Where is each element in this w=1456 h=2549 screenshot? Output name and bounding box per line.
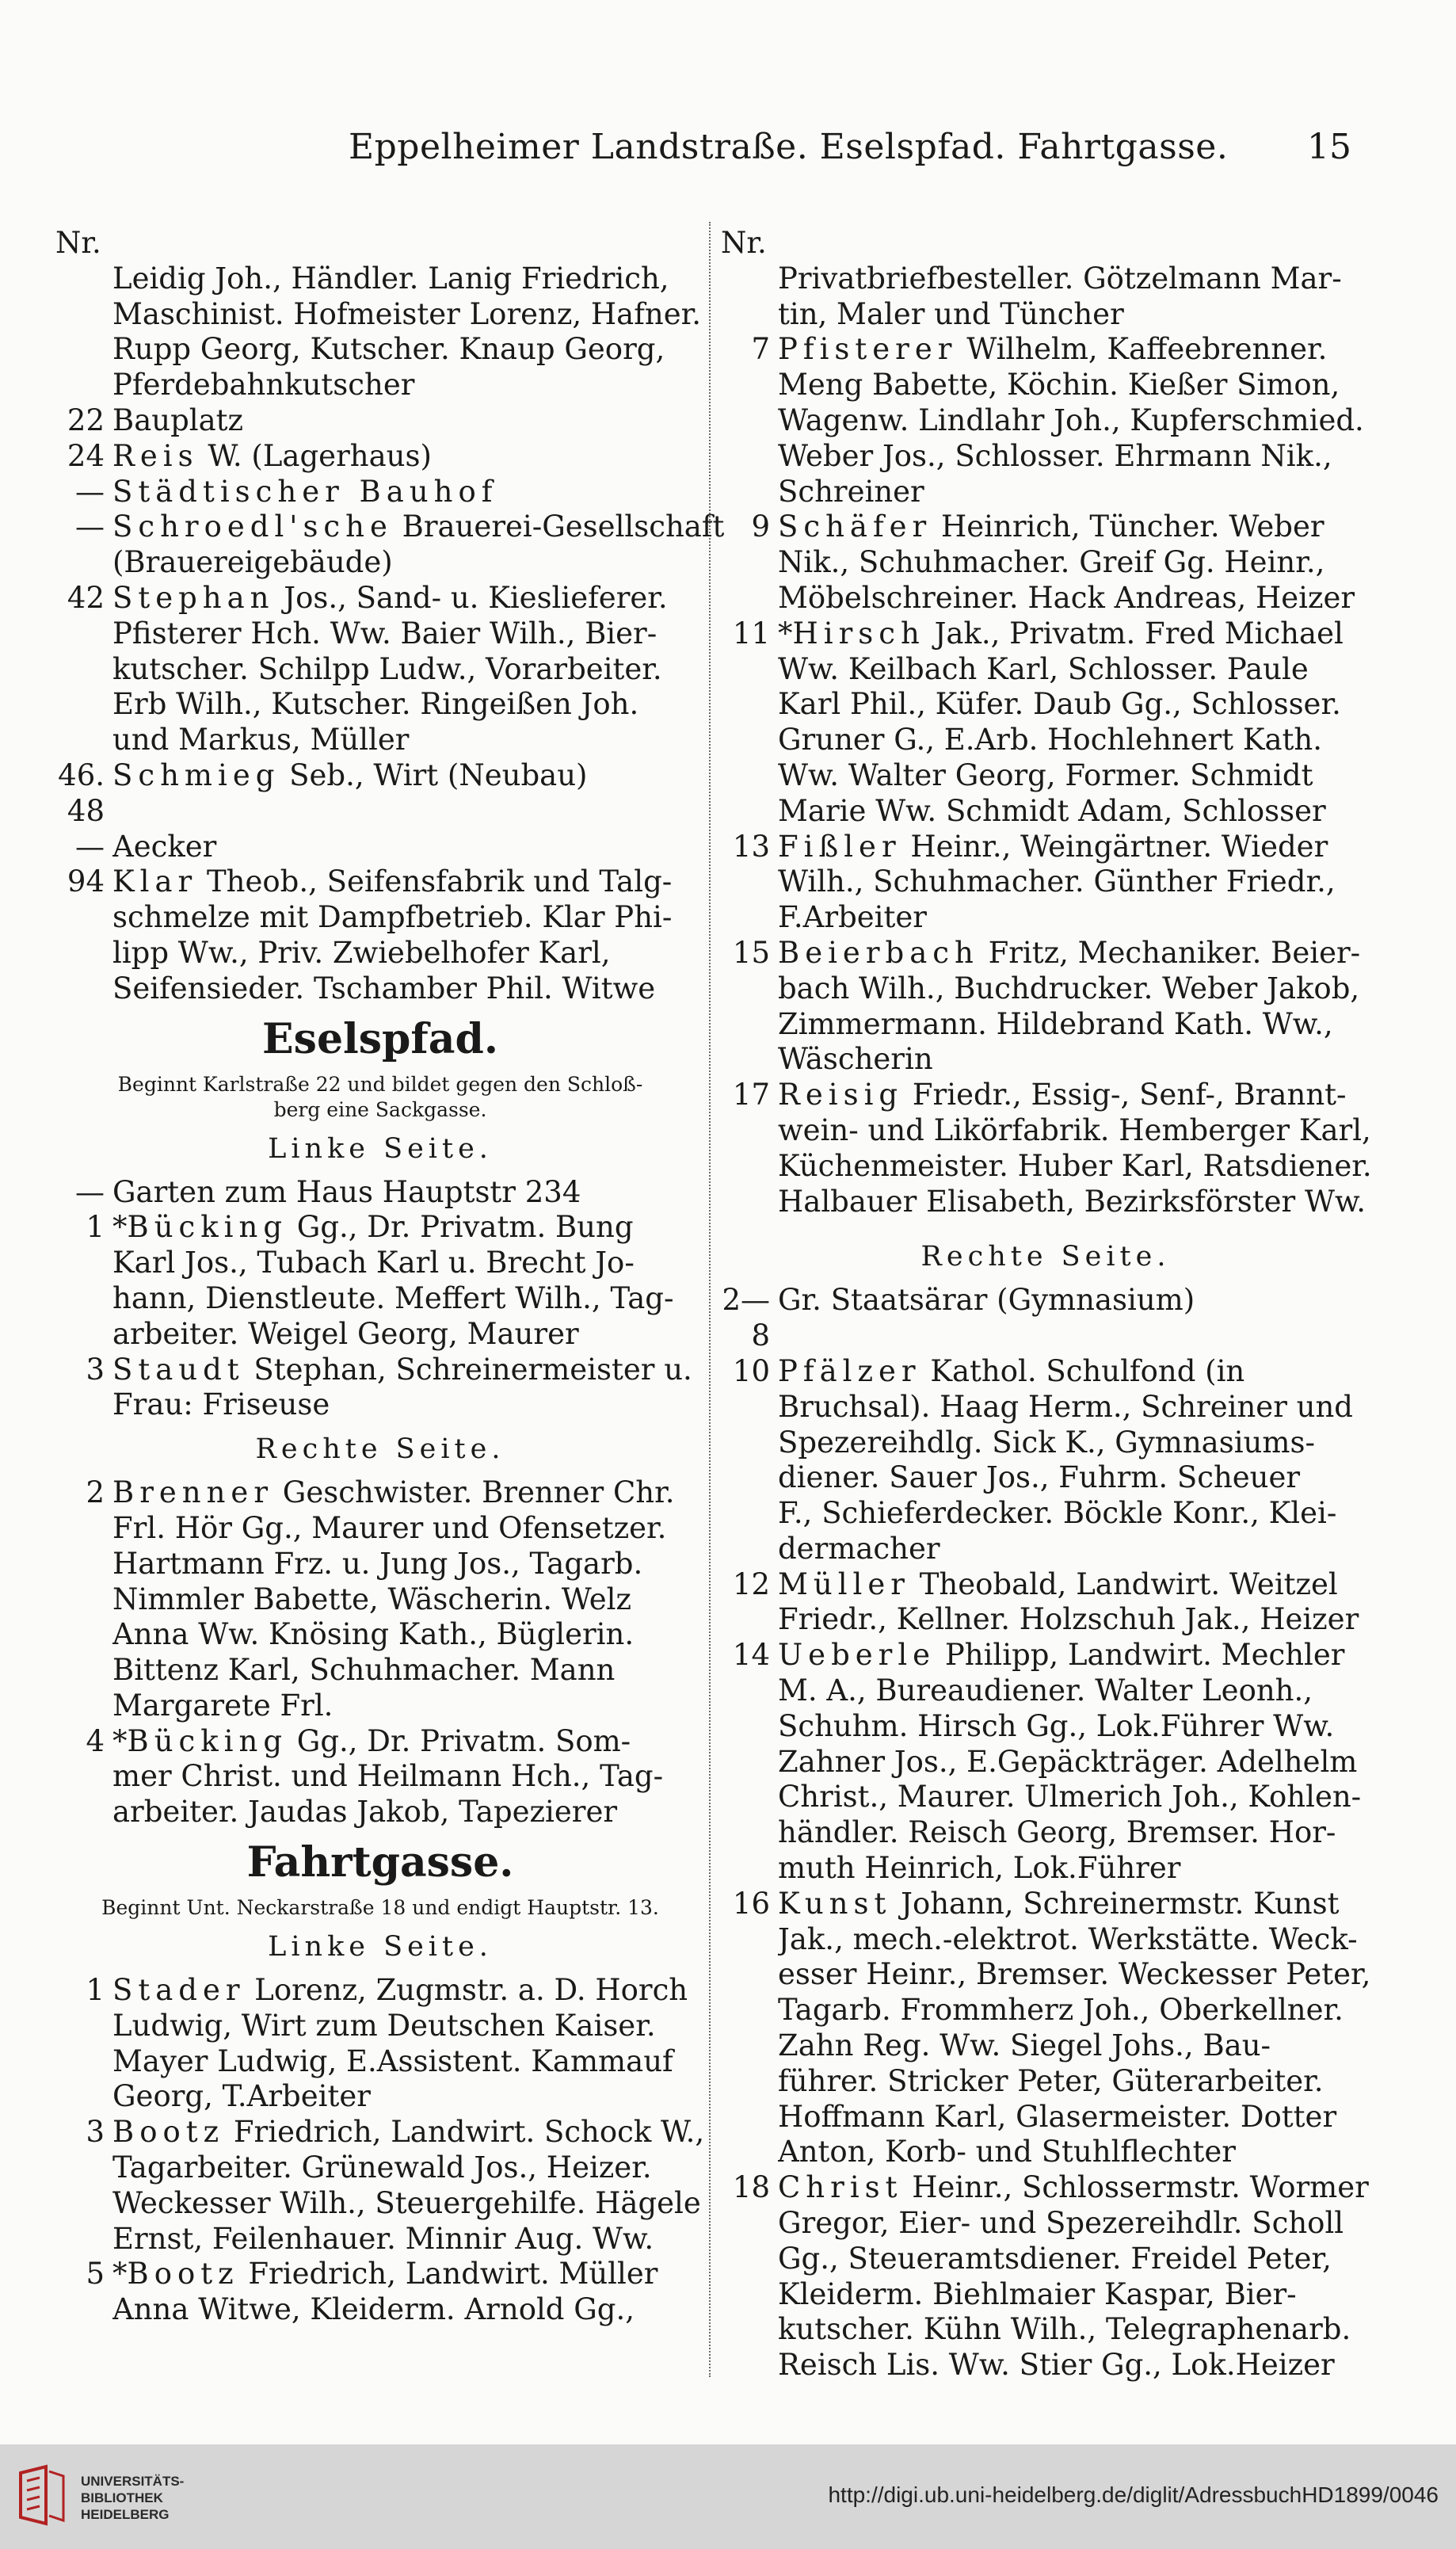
entry-text: Heinrich, Tüncher. Weber bbox=[932, 509, 1325, 544]
entry-line: Wagenw. Lindlahr Joh., Kupferschmied. bbox=[778, 403, 1364, 437]
entry-line: Erb Wilh., Kutscher. Ringeißen Joh. bbox=[112, 687, 639, 722]
house-number: 1 bbox=[86, 1973, 105, 2008]
entry-line: Gregor, Eier- und Spezereihdlr. Scholl bbox=[778, 2206, 1344, 2241]
entry-line: bach Wilh., Buchdrucker. Weber Jakob, bbox=[778, 971, 1360, 1005]
owner-name: Reisig bbox=[778, 1078, 904, 1112]
entry-aecker bbox=[55, 830, 705, 865]
house-number: 94 bbox=[67, 864, 105, 899]
entry-text: Seb., Wirt (Neubau) bbox=[280, 757, 588, 792]
entry-line: Frau: Friseuse bbox=[112, 1387, 330, 1422]
entry-r-13 bbox=[721, 830, 1370, 936]
owner-name: Bücking bbox=[127, 1723, 288, 1758]
entry-text: Fritz, Mechaniker. Beier- bbox=[978, 935, 1361, 970]
entry-text: Jos., Sand- u. Kieslieferer. bbox=[274, 580, 668, 615]
entry-line: Ernst, Feilenhauer. Minnir Aug. Ww. bbox=[112, 2221, 654, 2256]
entry-r-2-8 bbox=[721, 1283, 1370, 1354]
side-heading-left: Linke Seite. bbox=[268, 1931, 493, 1963]
entry-line: Ludwig, Wirt zum Deutschen Kaiser. bbox=[112, 2008, 656, 2043]
right-column bbox=[721, 226, 1370, 2383]
entry-fg-1 bbox=[55, 1973, 705, 2115]
library-name bbox=[81, 2473, 184, 2523]
entry-line: Mayer Ludwig, E.Assistent. Kammauf bbox=[112, 2043, 673, 2078]
entry-r-11 bbox=[721, 616, 1370, 830]
entry-line: kutscher. Schilpp Ludw., Vorarbeiter. bbox=[112, 651, 662, 686]
entry-line: Wäscherin bbox=[778, 1042, 933, 1077]
entry-text: Philipp, Landwirt. Mechler bbox=[936, 1638, 1345, 1673]
house-number: — bbox=[75, 474, 105, 509]
entry-42 bbox=[55, 581, 705, 758]
entry-line: Kleiderm. Biehlmaier Kaspar, Bier- bbox=[778, 2276, 1297, 2311]
street-description: Beginnt Karlstraße 22 und bildet gegen den Schloß- bbox=[117, 1072, 643, 1096]
house-number: 4 bbox=[86, 1723, 105, 1758]
entry-line: kutscher. Kühn Wilh., Telegraphenarb. bbox=[778, 2312, 1351, 2347]
entry-line: Nimmler Babette, Wäscherin. Welz bbox=[112, 1582, 631, 1616]
owner-name: Ueberle bbox=[778, 1638, 936, 1673]
entry-line: und Markus, Müller bbox=[112, 723, 410, 757]
entry-line: arbeiter. Weigel Georg, Maurer bbox=[112, 1316, 579, 1351]
owner-name: Klar bbox=[112, 864, 198, 899]
house-number: 15 bbox=[732, 935, 770, 970]
entry-line: Bauplatz bbox=[112, 403, 244, 437]
entry-es-1 bbox=[55, 1210, 705, 1352]
entry-line: hann, Dienstleute. Meffert Wilh., Tag- bbox=[112, 1280, 674, 1315]
entry-line: Bruchsal). Haag Herm., Schreiner und bbox=[778, 1389, 1353, 1424]
entry-line: Gr. Staatsärar (Gymnasium) bbox=[778, 1283, 1195, 1318]
owner-mark: * bbox=[112, 1210, 128, 1245]
house-number: — bbox=[75, 829, 105, 864]
entry-r-7 bbox=[721, 332, 1370, 509]
house-number: 16 bbox=[732, 1886, 770, 1921]
entry-line: Nik., Schuhmacher. Greif Gg. Heinr., bbox=[778, 545, 1325, 580]
entry-22 bbox=[55, 403, 705, 439]
entry-line: Meng Babette, Köchin. Kießer Simon, bbox=[778, 368, 1340, 403]
entry-94 bbox=[55, 864, 705, 1006]
house-number: 14 bbox=[732, 1638, 770, 1673]
entry-line: diener. Sauer Jos., Fuhrm. Scheuer bbox=[778, 1460, 1301, 1495]
entry-r-16 bbox=[721, 1887, 1370, 2170]
owner-name: Hirsch bbox=[792, 616, 925, 651]
entry-line: tin, Maler und Tüncher bbox=[778, 296, 1124, 331]
entry-line: lipp Ww., Priv. Zwiebelhofer Karl, bbox=[112, 935, 611, 970]
owner-name: Pfälzer bbox=[778, 1353, 921, 1388]
entry-line: Gruner G., E.Arb. Hochlehnert Kath. bbox=[778, 723, 1323, 757]
street-heading-eselspfad: Eselspfad. bbox=[262, 1014, 498, 1063]
house-number: 24 bbox=[67, 438, 105, 473]
entry-es-2 bbox=[55, 1475, 705, 1724]
entry-text: Theob., Seifensfabrik und Talg- bbox=[197, 864, 673, 899]
entry-text: Gg., Dr. Privatm. Som- bbox=[288, 1723, 631, 1758]
house-number: 10 bbox=[732, 1353, 770, 1388]
owner-name: Müller bbox=[778, 1566, 910, 1601]
entry-text: Stephan, Schreinermeister u. bbox=[244, 1352, 692, 1387]
house-number: 22 bbox=[67, 403, 105, 437]
entry-line: Maschinist. Hofmeister Lorenz, Hafner. bbox=[112, 296, 702, 331]
entry-line: Friedr., Kellner. Holzschuh Jak., Heizer bbox=[778, 1602, 1359, 1637]
house-number: 2—8 bbox=[722, 1283, 770, 1353]
owner-name: Fißler bbox=[778, 829, 901, 864]
entry-text: Friedrich, Landwirt. Schock W., bbox=[224, 2115, 705, 2150]
nr-heading: Nr. bbox=[721, 226, 767, 260]
entry-line: Karl Phil., Küfer. Daub Gg., Schlosser. bbox=[778, 687, 1341, 722]
house-number: — bbox=[75, 509, 105, 544]
entry-line: arbeiter. Jaudas Jakob, Tapezierer bbox=[112, 1795, 618, 1830]
house-number: 9 bbox=[751, 509, 770, 544]
entry-text: Kathol. Schulfond (in bbox=[920, 1353, 1245, 1388]
entry-line: Möbelschreiner. Hack Andreas, Heizer bbox=[778, 580, 1355, 615]
owner-name: Brenner bbox=[112, 1475, 274, 1510]
owner-name: Christ bbox=[778, 2170, 903, 2205]
entry-line: Frl. Hör Gg., Maurer und Ofensetzer. bbox=[112, 1510, 667, 1545]
library-name-line: HEIDELBERG bbox=[81, 2507, 170, 2522]
nr-heading: Nr. bbox=[55, 226, 101, 260]
entry-line: Pferdebahnkutscher bbox=[112, 368, 415, 403]
entry-line: Hoffmann Karl, Glasermeister. Dotter bbox=[778, 2099, 1337, 2134]
owner-name: Städtischer Bauhof bbox=[112, 474, 498, 509]
entry-es-3 bbox=[55, 1353, 705, 1424]
entry-fg-3 bbox=[55, 2115, 705, 2257]
entry-line: Reisch Lis. Ww. Stier Gg., Lok.Heizer bbox=[778, 2348, 1335, 2383]
entry-line: Seifensieder. Tschamber Phil. Witwe bbox=[112, 971, 656, 1005]
university-library-logo bbox=[14, 2463, 70, 2527]
entry-line: Leidig Joh., Händler. Lanig Friedrich, bbox=[112, 261, 669, 296]
entry-line: Wilh., Schuhmacher. Günther Friedr., bbox=[778, 864, 1336, 899]
entry-text: Johann, Schreinermstr. Kunst bbox=[891, 1886, 1340, 1921]
entry-line: Tagarbeiter. Grünewald Jos., Heizer. bbox=[112, 2150, 652, 2185]
entry-continued bbox=[721, 261, 1370, 333]
owner-name: Bootz bbox=[112, 2115, 225, 2150]
entry-line: Georg, T.Arbeiter bbox=[112, 2079, 371, 2114]
entry-line: Küchenmeister. Huber Karl, Ratsdiener. bbox=[778, 1148, 1372, 1183]
house-number: 1 bbox=[86, 1210, 105, 1245]
house-number: 46. 48 bbox=[58, 757, 105, 828]
entry-text: Heinr., Weingärtner. Wieder bbox=[901, 829, 1328, 864]
entry-line: führer. Stricker Peter, Güterarbeiter. bbox=[778, 2063, 1324, 2098]
entry-line: Tagarb. Frommherz Joh., Oberkellner. bbox=[778, 1993, 1344, 2028]
entry-line: schmelze mit Dampfbetrieb. Klar Phi- bbox=[112, 900, 673, 935]
house-number: 3 bbox=[86, 2115, 105, 2150]
owner-mark: * bbox=[112, 1723, 128, 1758]
owner-name: Schäfer bbox=[778, 509, 932, 544]
entry-es-4 bbox=[55, 1724, 705, 1830]
entry-line: (Brauereigebäude) bbox=[112, 545, 393, 580]
house-number: 11 bbox=[732, 616, 770, 651]
house-number: 17 bbox=[732, 1078, 770, 1112]
entry-line: Aecker bbox=[112, 829, 217, 864]
entry-line: Jak., mech.-elektrot. Werkstätte. Weck- bbox=[778, 1921, 1358, 1956]
side-heading-right: Rechte Seite. bbox=[255, 1433, 505, 1466]
entry-garten bbox=[55, 1175, 705, 1211]
entry-line: Ww. Keilbach Karl, Schlosser. Paule bbox=[778, 651, 1309, 686]
owner-name: Schroedl'sche bbox=[112, 509, 393, 544]
owner-name: Staudt bbox=[112, 1352, 245, 1387]
entry-text: W. (Lagerhaus) bbox=[198, 438, 432, 473]
footer-bar bbox=[0, 2444, 1456, 2549]
side-heading-left: Linke Seite. bbox=[268, 1132, 493, 1165]
entry-line: Weber Jos., Schlosser. Ehrmann Nik., bbox=[778, 438, 1332, 473]
owner-name: Reis bbox=[112, 438, 199, 473]
entry-line: Hartmann Frz. u. Jung Jos., Tagarb. bbox=[112, 1546, 643, 1581]
entry-text: Geschwister. Brenner Chr. bbox=[273, 1475, 675, 1510]
entry-text: Heinr., Schlossermstr. Wormer bbox=[902, 2170, 1369, 2205]
entry-line: Zahn Reg. Ww. Siegel Johs., Bau- bbox=[778, 2028, 1271, 2063]
house-number: — bbox=[75, 1174, 105, 1209]
entry-24 bbox=[55, 439, 705, 475]
left-column bbox=[55, 226, 725, 2328]
page-header bbox=[48, 127, 1351, 182]
entry-line: Anna Witwe, Kleiderm. Arnold Gg., bbox=[112, 2292, 635, 2327]
entry-text: Theobald, Landwirt. Weitzel bbox=[909, 1566, 1338, 1601]
source-url-link[interactable]: http://digi.ub.uni-heidelberg.de/diglit/AdressbuchHD1899/0046 bbox=[828, 2482, 1439, 2507]
entry-line: Spezereihdlg. Sick K., Gymnasiums- bbox=[778, 1425, 1315, 1460]
entry-line: wein- und Likörfabrik. Hemberger Karl, bbox=[778, 1112, 1371, 1147]
entry-line: Karl Jos., Tubach Karl u. Brecht Jo- bbox=[112, 1246, 635, 1280]
entry-brauerei bbox=[55, 509, 725, 581]
entry-line: Anna Ww. Knösing Kath., Büglerin. bbox=[112, 1617, 635, 1652]
entry-line: Privatbriefbesteller. Götzelmann Mar- bbox=[778, 261, 1342, 296]
entry-line: Gg., Steueramtsdiener. Freidel Peter, bbox=[778, 2241, 1332, 2276]
owner-name: Schmieg bbox=[112, 757, 280, 792]
entry-line: Pfisterer Hch. Ww. Baier Wilh., Bier- bbox=[112, 616, 657, 651]
entry-line: Rupp Georg, Kutscher. Knaup Georg, bbox=[112, 332, 665, 367]
house-number: 13 bbox=[732, 829, 770, 864]
owner-name: Bootz bbox=[127, 2257, 239, 2291]
entry-line: Garten zum Haus Hauptstr 234 bbox=[112, 1174, 581, 1209]
entry-text: Friedrich, Landwirt. Müller bbox=[238, 2257, 658, 2291]
owner-mark: * bbox=[112, 2257, 128, 2291]
entry-line: esser Heinr., Bremser. Weckesser Peter, bbox=[778, 1957, 1371, 1992]
entry-line: dermacher bbox=[778, 1531, 940, 1566]
owner-name: Pfisterer bbox=[778, 332, 958, 367]
owner-name: Kunst bbox=[778, 1886, 892, 1921]
library-name-line: BIBLIOTHEK bbox=[81, 2490, 163, 2505]
entry-line: Schuhm. Hirsch Gg., Lok.Führer Ww. bbox=[778, 1708, 1335, 1743]
entry-text: Jak., Privatm. Fred Michael bbox=[924, 616, 1344, 651]
entry-line: Marie Ww. Schmidt Adam, Schlosser bbox=[778, 793, 1326, 828]
entry-line: F.Arbeiter bbox=[778, 900, 927, 935]
entry-line: Christ., Maurer. Ulmerich Joh., Kohlen- bbox=[778, 1780, 1362, 1814]
entry-text: Friedr., Essig-, Senf-, Brannt- bbox=[903, 1078, 1347, 1112]
library-name-line: UNIVERSITÄTS- bbox=[81, 2474, 185, 2489]
street-description: Beginnt Unt. Neckarstraße 18 und endigt Hauptstr. 13. bbox=[101, 1896, 659, 1920]
entry-line: M. A., Bureaudiener. Walter Leonh., bbox=[778, 1673, 1313, 1708]
entry-line: Ww. Walter Georg, Former. Schmidt bbox=[778, 757, 1313, 792]
owner-name: Bücking bbox=[127, 1210, 288, 1245]
street-heading-fahrtgasse: Fahrtgasse. bbox=[246, 1838, 514, 1887]
owner-name: Stephan bbox=[112, 580, 275, 615]
running-title: Eppelheimer Landstraße. Eselspfad. Fahrtgasse. bbox=[349, 127, 1229, 167]
entry-r-12 bbox=[721, 1567, 1370, 1639]
entry-line: Zimmermann. Hildebrand Kath. Ww., bbox=[778, 1006, 1333, 1041]
house-number: 42 bbox=[67, 580, 105, 615]
entry-text: Gg., Dr. Privatm. Bung bbox=[288, 1210, 634, 1245]
entry-line: F., Schieferdecker. Böckle Konr., Klei- bbox=[778, 1496, 1337, 1531]
owner-mark: * bbox=[778, 616, 793, 651]
house-number: 12 bbox=[732, 1566, 770, 1601]
entry-r-14 bbox=[721, 1638, 1370, 1887]
house-number: 2 bbox=[86, 1475, 105, 1510]
entry-continued bbox=[55, 261, 705, 403]
side-heading-right: Rechte Seite. bbox=[920, 1241, 1171, 1273]
entry-text: Brauerei-Gesellschaft bbox=[392, 509, 725, 544]
entry-line: mer Christ. und Heilmann Hch., Tag- bbox=[112, 1759, 664, 1794]
entry-r-10 bbox=[721, 1354, 1370, 1567]
house-number: 18 bbox=[732, 2170, 770, 2205]
entry-bauhof bbox=[55, 475, 705, 510]
entry-r-9 bbox=[721, 509, 1370, 616]
house-number: 3 bbox=[86, 1352, 105, 1387]
entry-text: Lorenz, Zugmstr. a. D. Horch bbox=[245, 1973, 688, 2008]
entry-line: Margarete Frl. bbox=[112, 1688, 334, 1723]
entry-r-18 bbox=[721, 2170, 1370, 2383]
house-number: 7 bbox=[751, 332, 770, 367]
owner-name: Beierbach bbox=[778, 935, 979, 970]
entry-line: Anton, Korb- und Stuhlflechter bbox=[778, 2135, 1236, 2169]
entry-line: händler. Reisch Georg, Bremser. Hor- bbox=[778, 1815, 1336, 1850]
entry-line: Weckesser Wilh., Steuergehilfe. Hägele bbox=[112, 2185, 701, 2220]
entry-46-48 bbox=[55, 758, 705, 830]
entry-r-17 bbox=[721, 1078, 1370, 1219]
entry-line: Bittenz Karl, Schuhmacher. Mann bbox=[112, 1653, 616, 1688]
page-number: 15 bbox=[1307, 127, 1351, 167]
entry-line: Schreiner bbox=[778, 474, 924, 509]
entry-line: Halbauer Elisabeth, Bezirksförster Ww. bbox=[778, 1184, 1366, 1219]
entry-line: Zahner Jos., E.Gepäckträger. Adelhelm bbox=[778, 1744, 1358, 1779]
house-number: 5 bbox=[86, 2257, 105, 2291]
entry-line: muth Heinrich, Lok.Führer bbox=[778, 1851, 1181, 1886]
entry-fg-5 bbox=[55, 2257, 705, 2328]
entry-r-15 bbox=[721, 936, 1370, 1078]
street-description: berg eine Sackgasse. bbox=[273, 1097, 487, 1121]
owner-name: Stader bbox=[112, 1973, 246, 2008]
entry-text: Wilhelm, Kaffeebrenner. bbox=[957, 332, 1328, 367]
